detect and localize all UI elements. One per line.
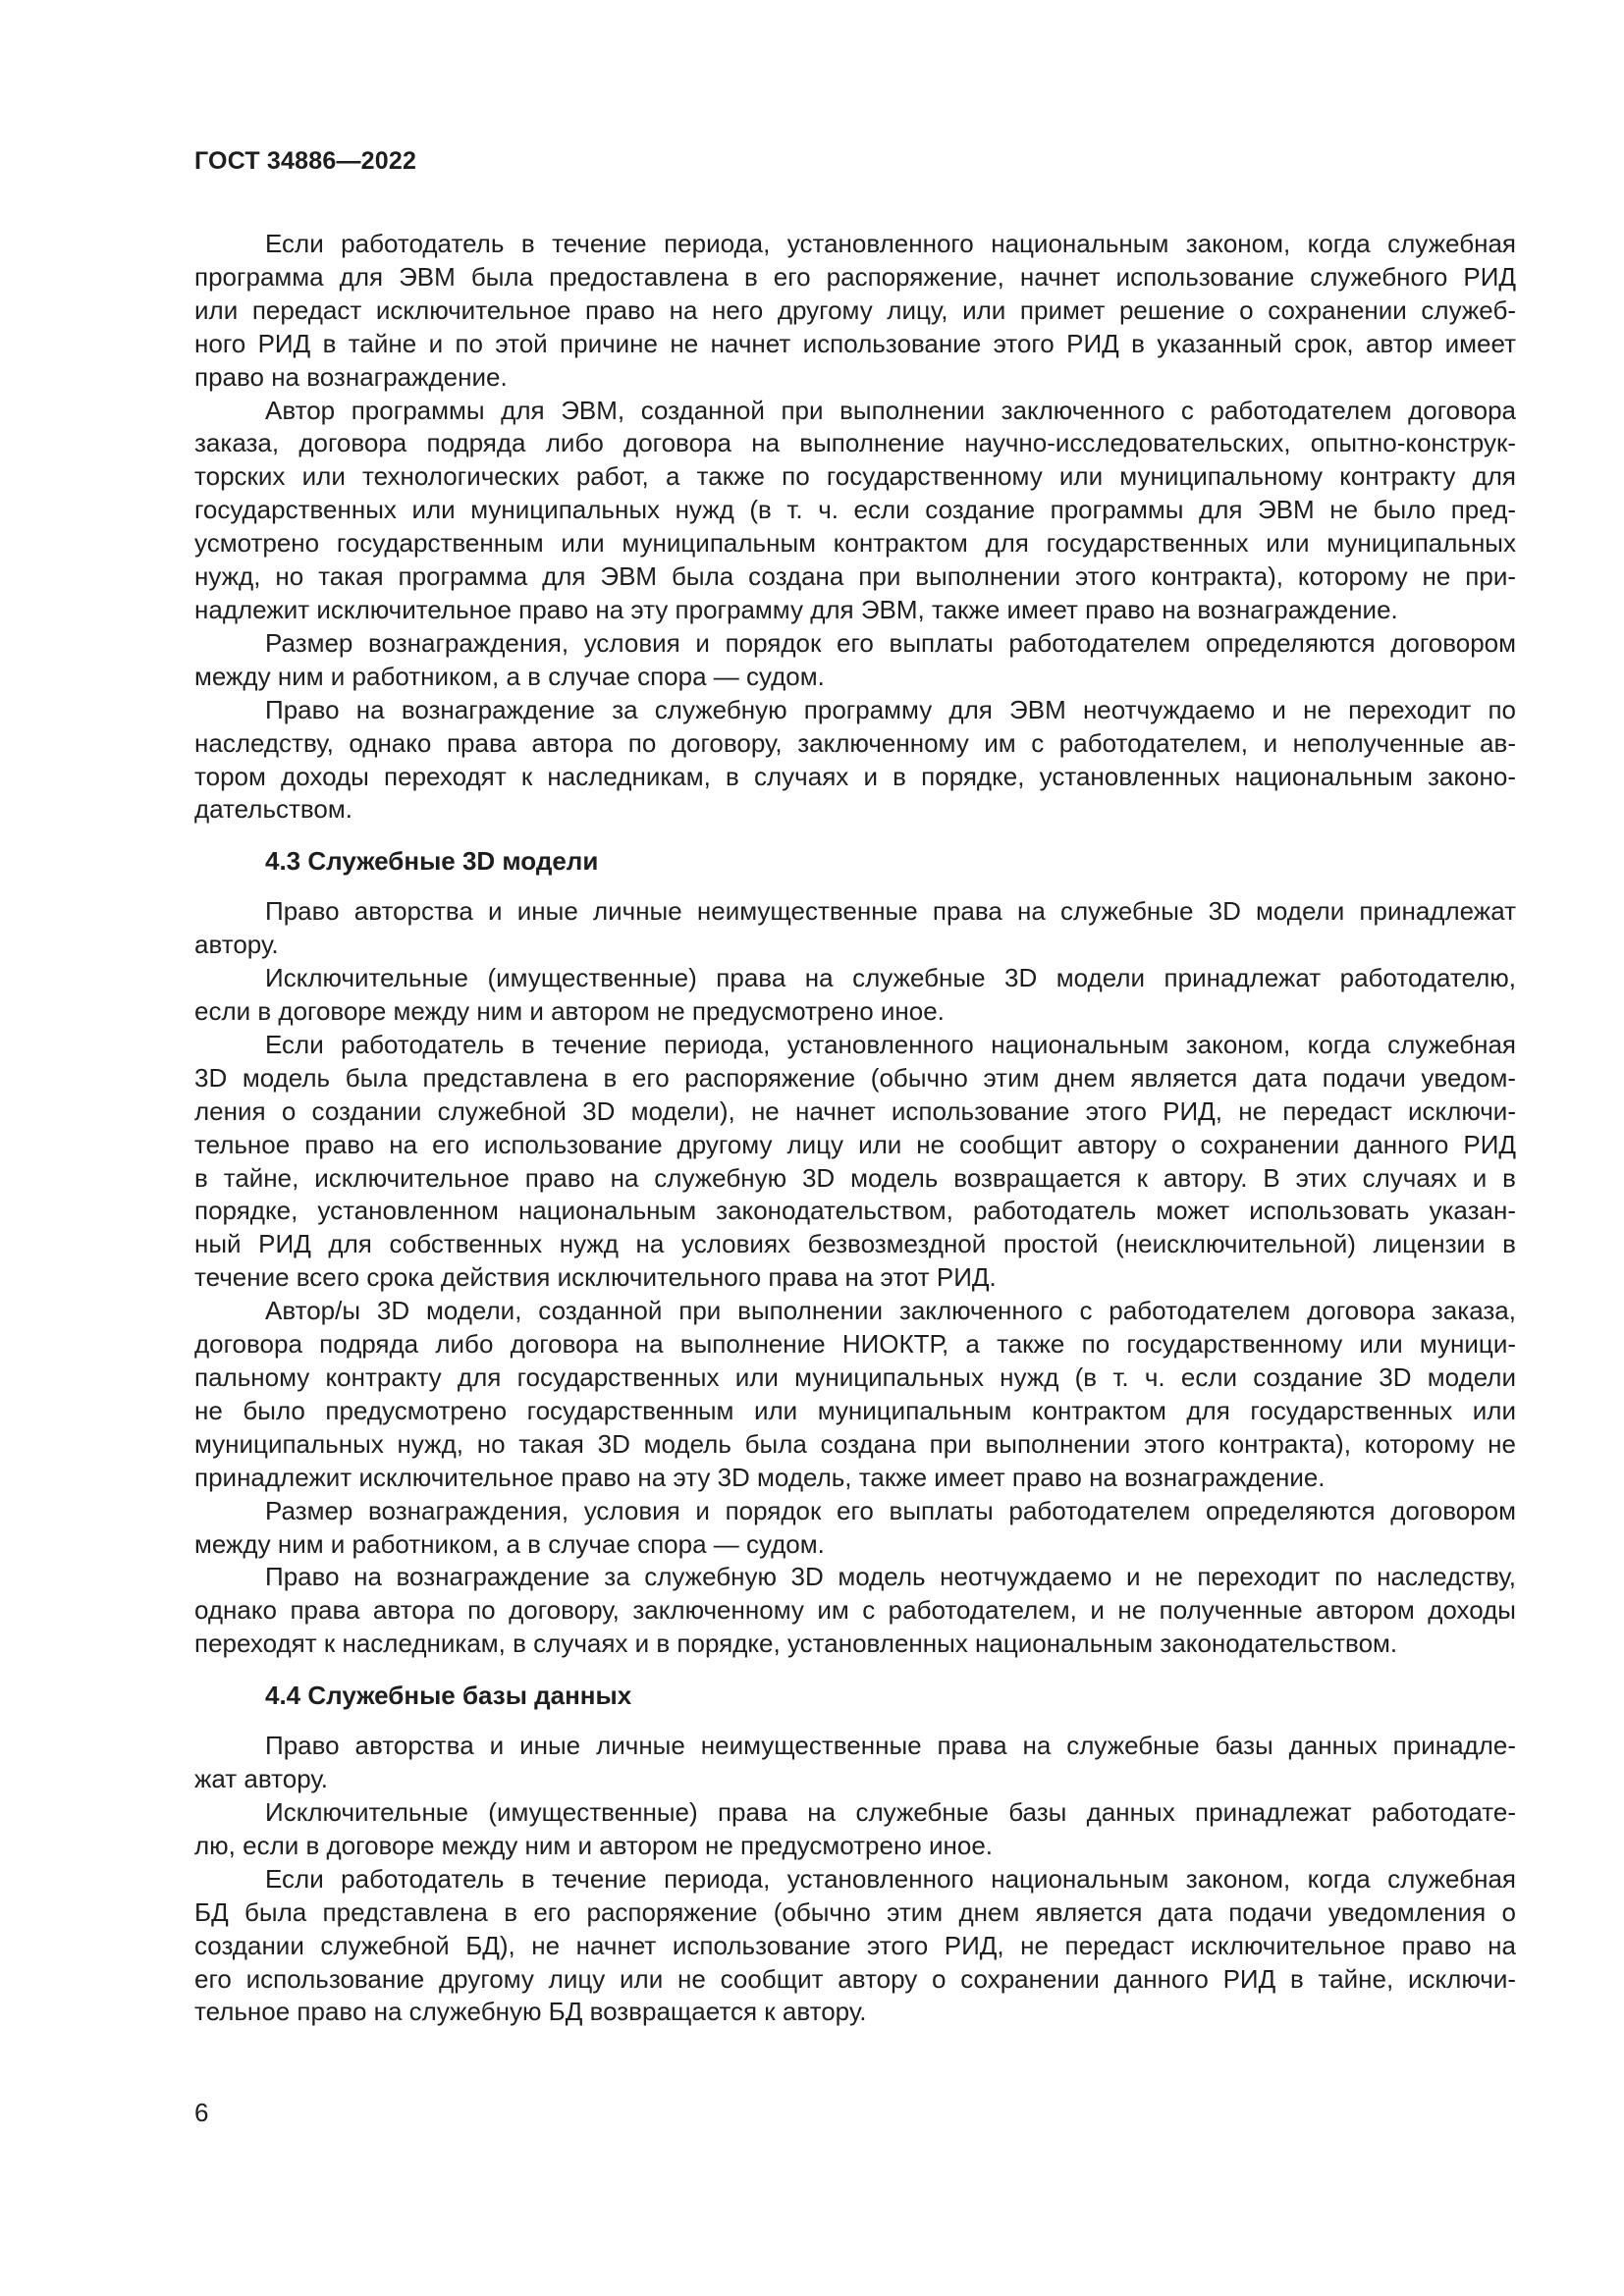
- paragraph-line: Размер вознаграждения, условия и порядок его выплаты работодателем определяются договором: [265, 1495, 1516, 1525]
- page-number: 6: [194, 2098, 209, 2127]
- paragraph-line: однако права автора по договору, заключенному им с работодателем, и не полученные автором доходы: [194, 1595, 1516, 1626]
- paragraph-line: принадлежит исключительное право на эту 3D модель, также имеет право на вознаграждение.: [194, 1462, 1326, 1492]
- paragraph: [194, 1495, 1516, 1562]
- paragraph-line: не было предусмотрено государственным или муниципальным контрактом для государственных или: [194, 1395, 1516, 1425]
- paragraph-line: Размер вознаграждения, условия и порядок его выплаты работодателем определяются договором: [265, 627, 1516, 658]
- paragraph-line: надлежит исключительное право на эту программу для ЭВМ, также имеет право на вознаграждение.: [194, 594, 1398, 624]
- paragraph: [194, 694, 1516, 828]
- paragraph-line: Право авторства и иные личные неимущественные права на служебные базы данных принадле-: [265, 1731, 1516, 1761]
- paragraph-line: ный РИД для собственных нужд на условиях безвозмездной простой (неисключительной) лицензии в: [194, 1229, 1516, 1259]
- paragraph-line: договора подряда либо договора на выполнение НИОКТР, а также по государственному или муници-: [194, 1329, 1516, 1360]
- paragraph-line: или передаст исключительное право на него другому лицу, или примет решение о сохранении служеб-: [194, 294, 1516, 325]
- paragraph-line: Если работодатель в течение периода, установленного национальным законом, когда служебная: [265, 229, 1516, 258]
- paragraph: [194, 627, 1516, 694]
- paragraph-line: торских или технологических работ, а также по государственному или муниципальному контракту для: [194, 461, 1516, 492]
- paragraph-line: если в договоре между ним и автором не предусмотрено иное.: [194, 996, 945, 1027]
- paragraph-line: между ним и работником, а в случае спора — судом.: [194, 661, 825, 691]
- paragraph: [194, 1730, 1516, 1796]
- paragraph-line: тельное право на служебную БД возвращается к автору.: [194, 1997, 867, 2027]
- paragraph-line: нужд, но такая программа для ЭВМ была создана при выполнении этого контракта), которому не при-: [194, 561, 1516, 592]
- paragraph-line: БД была представлена в его распоряжение (обычно этим днем является дата подачи уведомления о: [194, 1896, 1516, 1927]
- paragraph-line: порядке, установленном национальным законодательством, работодатель может использовать указан-: [194, 1196, 1516, 1226]
- paragraph-line: в тайне, исключительное право на служебную 3D модель возвращается к автору. В этих случаях и в: [194, 1162, 1516, 1193]
- paragraph-line: Исключительные (имущественные) права на служебные базы данных принадлежат работодате-: [265, 1796, 1516, 1827]
- paragraph-line: между ним и работником, а в случае спора — судом.: [194, 1528, 825, 1559]
- paragraph-line: лю, если в договоре между ним и автором не предусмотрено иное.: [194, 1830, 994, 1860]
- paragraph-line: программа для ЭВМ была предоставлена в его распоряжение, начнет использование служебного РИД: [194, 261, 1516, 292]
- section-heading-4-4: 4.4 Служебные базы данных: [265, 1681, 632, 1711]
- paragraph-line: автору.: [194, 930, 279, 960]
- paragraph: [194, 1029, 1516, 1295]
- paragraph-line: создании служебной БД), не начнет использование этого РИД, не передаст исключительное право на: [194, 1930, 1516, 1960]
- paragraph-group-4-2-continued: [194, 228, 1516, 827]
- paragraph-line: ного РИД в тайне и по этой причине не начнет использование этого РИД в указанный срок, автор имеет: [194, 328, 1516, 358]
- paragraph-line: государственных или муниципальных нужд (в т. ч. если создание программы для ЭВМ не было пред-: [194, 495, 1516, 525]
- section-heading-4-3: 4.3 Служебные 3D модели: [265, 846, 599, 877]
- section-4-3-paragraphs: [194, 895, 1516, 1661]
- paragraph-line: усмотрено государственным или муниципальным контрактом для государственных или муниципальных: [194, 528, 1516, 559]
- paragraph-line: тельное право на его использование другому лицу или не сообщит автору о сохранении данного РИД: [194, 1129, 1516, 1159]
- paragraph: [194, 962, 1516, 1029]
- paragraph: [194, 1863, 1516, 2030]
- paragraph-line: Исключительные (имущественные) права на служебные 3D модели принадлежат работодателю,: [265, 963, 1516, 993]
- paragraph-line: дательством.: [194, 794, 352, 825]
- paragraph-line: тором доходы переходят к наследникам, в случаях и в порядке, установленных национальным законо-: [194, 761, 1516, 791]
- paragraph-line: Право на вознаграждение за служебную 3D модель неотчуждаемо и не переходит по наследству,: [265, 1562, 1516, 1592]
- paragraph: [194, 228, 1516, 395]
- paragraph-line: течение всего срока действия исключительного права на этот РИД.: [194, 1262, 997, 1293]
- paragraph-line: ления о создании служебной 3D модели), не начнет использование этого РИД, не передаст исключи-: [194, 1095, 1516, 1126]
- paragraph-line: Право авторства и иные личные неимущественные права на служебные 3D модели принадлежат: [265, 896, 1516, 927]
- paragraph-line: Право на вознаграждение за служебную программу для ЭВМ неотчуждаемо и не переходит по: [265, 694, 1516, 724]
- paragraph-line: пальному контракту для государственных или муниципальных нужд (в т. ч. если создание 3D модели: [194, 1362, 1516, 1392]
- paragraph-line: право на вознаграждение.: [194, 361, 508, 392]
- document-body: [194, 228, 1516, 2029]
- paragraph-line: Если работодатель в течение периода, установленного национальным законом, когда служебная: [265, 1029, 1516, 1059]
- paragraph-line: муниципальных нужд, но такая 3D модель была создана при выполнении этого контракта), которому не: [194, 1428, 1516, 1459]
- paragraph-line: Если работодатель в течение периода, установленного национальным законом, когда служебная: [265, 1863, 1516, 1894]
- paragraph: [194, 1796, 1516, 1863]
- paragraph-line: наследству, однако права автора по договору, заключенному им с работодателем, и неполученные ав-: [194, 727, 1516, 758]
- paragraph-line: 3D модель была представлена в его распоряжение (обычно этим днем является дата подачи уведом-: [194, 1062, 1516, 1093]
- paragraph: [194, 395, 1516, 627]
- paragraph-line: переходят к наследникам, в случаях и в порядке, установленных национальным законодательством.: [194, 1629, 1398, 1659]
- document-code-header: ГОСТ 34886—2022: [194, 147, 417, 175]
- paragraph-line: его использование другому лицу или не сообщит автору о сохранении данного РИД в тайне, исключи-: [194, 1963, 1516, 1994]
- paragraph: [194, 895, 1516, 962]
- paragraph-line: Автор программы для ЭВМ, созданной при выполнении заключенного с работодателем договора: [265, 395, 1516, 425]
- paragraph-line: заказа, договора подряда либо договора на выполнение научно-исследовательских, опытно-конструк-: [194, 428, 1516, 458]
- paragraph: [194, 1561, 1516, 1661]
- section-4-4-paragraphs: [194, 1730, 1516, 2029]
- paragraph-line: Автор/ы 3D модели, созданной при выполнении заключенного с работодателем договора заказа,: [265, 1296, 1516, 1326]
- paragraph-line: жат автору.: [194, 1764, 328, 1794]
- paragraph: [194, 1295, 1516, 1494]
